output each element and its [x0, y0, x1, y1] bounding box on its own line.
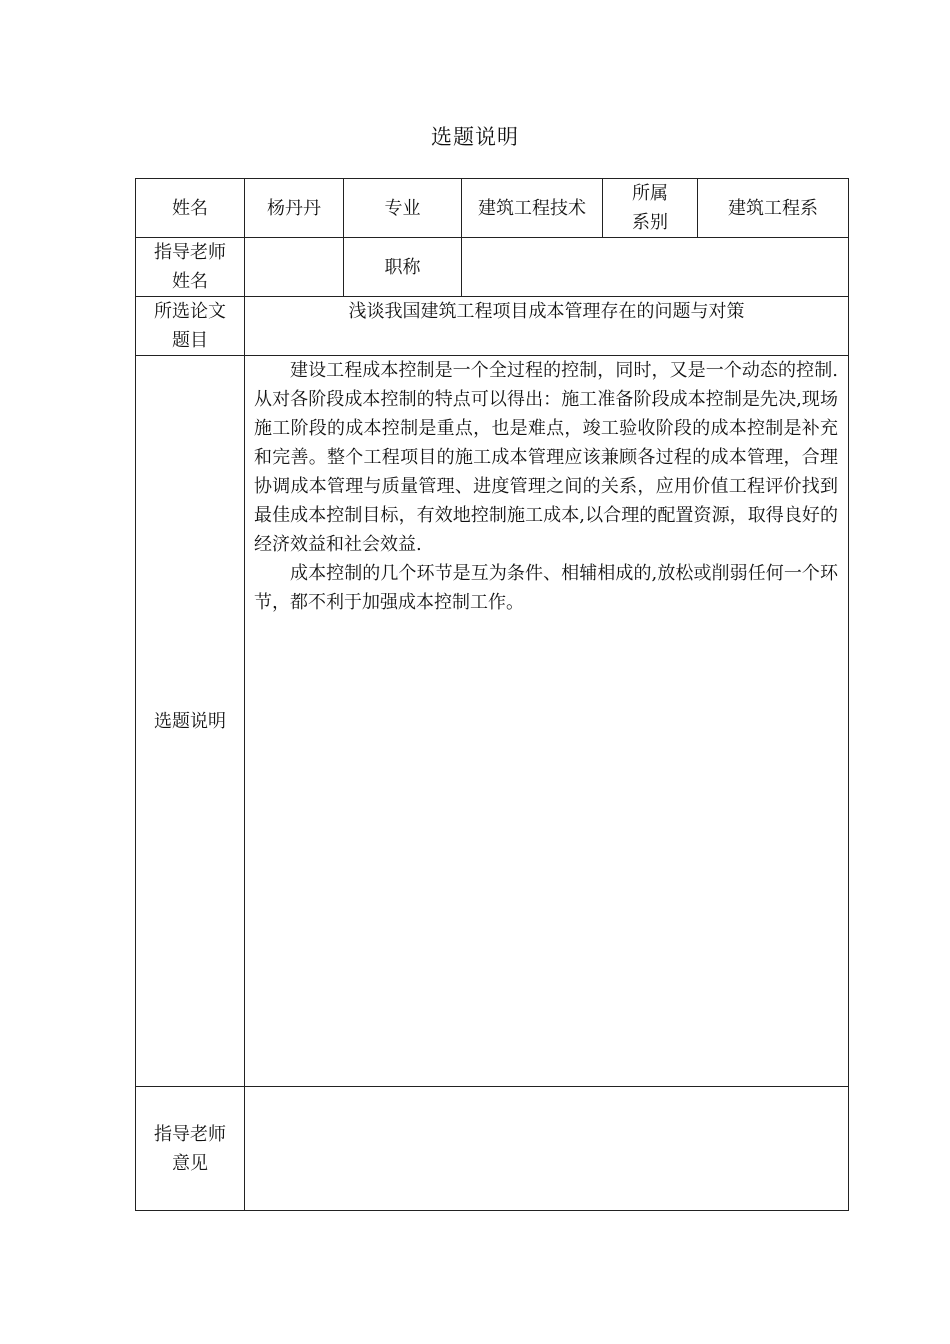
opinion-label-cell — [136, 1087, 245, 1211]
desc-paragraph: 建设工程成本控制是一个全过程的控制，同时，又是一个动态的控制.从对各阶段成本控制的特点可以得出：施工准备阶段成本控制是先决,现场施工阶段的成本控制是重点，也是难点，竣工验收阶段的成本控制是补充和完善。整个工程项目的施工成本管理应该兼顾各过程的成本管理，合理协调成本管理与质量管理、进度管理之间的关系，应用价值工程评价找到最佳成本控制目标，有效地控制施工成本,以合理的配置资源，取得良好的经济效益和社会效益. — [254, 360, 838, 555]
table-row — [136, 179, 849, 238]
page-title: 选题说明 — [431, 125, 519, 149]
rank-label-cell — [344, 238, 462, 297]
desc-label: 选题说明 — [154, 710, 226, 732]
major-value-cell — [462, 179, 603, 238]
dept-label-cell — [603, 179, 698, 238]
desc-paragraph: 成本控制的几个环节是互为条件、相辅相成的,放松或削弱任何一个环节，都不利于加强成本控制工作。 — [254, 563, 838, 613]
topic-value: 浅谈我国建筑工程项目成本管理存在的问题与对策 — [348, 301, 745, 322]
dept-label: 所属系别 — [632, 183, 668, 233]
desc-text — [245, 356, 848, 617]
opinion-value-cell — [245, 1087, 849, 1211]
topic-label: 所选论文题目 — [154, 301, 226, 351]
dept-value-cell — [698, 179, 849, 238]
table-row — [136, 297, 849, 356]
name-label-cell — [136, 179, 245, 238]
advisor-value-cell — [245, 238, 344, 297]
table-row — [136, 356, 849, 1087]
major-value: 建筑工程技术 — [478, 197, 586, 219]
advisor-label: 指导老师姓名 — [154, 242, 226, 292]
topic-form-table — [135, 178, 849, 1211]
name-label: 姓名 — [172, 197, 208, 219]
topic-label-cell — [136, 297, 245, 356]
desc-label-cell — [136, 356, 245, 1087]
opinion-label: 指导老师意见 — [154, 1123, 226, 1174]
major-label: 专业 — [384, 197, 421, 219]
topic-value-cell — [245, 297, 849, 356]
name-value: 杨丹丹 — [267, 197, 321, 219]
table-row — [136, 238, 849, 297]
rank-value-cell — [462, 238, 849, 297]
major-label-cell — [344, 179, 462, 238]
name-value-cell — [245, 179, 344, 238]
advisor-label-cell — [136, 238, 245, 297]
table-row — [136, 1087, 849, 1211]
rank-label: 职称 — [384, 256, 421, 278]
dept-value: 建筑工程系 — [728, 197, 818, 219]
desc-value-cell — [245, 356, 849, 1087]
